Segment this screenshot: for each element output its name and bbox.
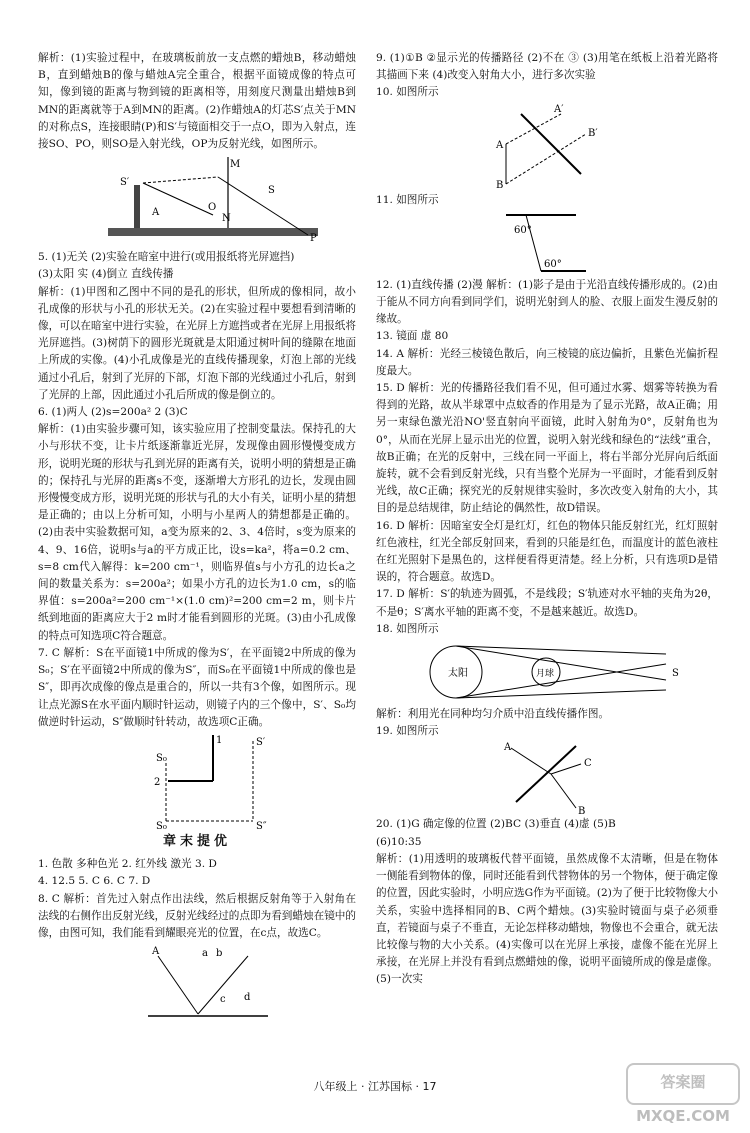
figure-q19	[376, 742, 716, 814]
label-S0: S₀	[156, 752, 167, 764]
answer-block: 10. 如图所示	[376, 86, 439, 99]
figure-mirror-candle	[38, 155, 358, 247]
answer-block: 解析：(1)由实验步骤可知，该实验应用了控制变量法。保持孔的大小与形状不变，让卡片纸逐渐靠近光屏，发现像由圆形慢慢变成方形，说明光斑的形状与孔到光屏的距离有关，说明小明的猜想是正确的；保持孔与光屏的距离s不变，逐渐增大方形孔的边长，发现由圆形慢慢变成方形，说明光斑的形状与孔的大小有关，证明小星的猜想是正确的；由以上分析可知，小明与小星两人的猜想都是正确的。(2)由表中实验数据可知，a变为原来的2、3、4倍时，s变为原来的4、9、16倍，说明s与a的平方成正比，设s=ka²，将a=0.2 cm、s=8 cm代入解得：k=200 cm⁻¹，则临界值s与小方孔的边长a之间的数量关系为：s=200a²；如果小方孔的边长为1.0 cm，s的临界值：s=200a²=200 cm⁻¹×(1.0 cm)²=200 cm=2 m，则卡片纸到地面的距离应大于2 m时才能看到圆形的光斑。(3)由小孔成像的特点可知选项C符合题意。	[38, 423, 356, 642]
answer-block: 18. 如图所示	[376, 622, 439, 635]
answer-block: 19. 如图所示	[376, 725, 439, 738]
angle-label: 60°	[544, 258, 562, 270]
answer-block: 5. (1)无关 (2)实验在暗室中进行(或用报纸将光屏遮挡)	[38, 251, 295, 264]
left-column	[38, 50, 356, 1036]
figure-eclipse	[376, 640, 716, 704]
watermark-logo: 答案圈 MXQE.COM	[626, 1063, 740, 1105]
answer-block: 13. 镜面 虚 80	[376, 330, 449, 343]
angle-label: 60°	[514, 224, 532, 236]
label-c: c	[220, 994, 226, 1006]
label-O: O	[208, 202, 217, 214]
answer-block: 7. C 解析：S在平面镜1中所成的像为S′，在平面镜2中所成的像为S₀；S′在平面镜2中所成的像为S″，而S₀在平面镜1中所成的像也是S″，即再次成像的像点是重合的，所以一共有3个像，如图所示。现让点光源S在水平面内顺时针运动，则镜子内的三个像中，S′、S₀均做逆时针运动，S″做顺时针转动，故选项C正确。	[38, 646, 356, 728]
figure-q10	[376, 104, 716, 190]
answer-block: 9. (1)①B ②显示光的传播路径 (2)不在 ③ (3)用笔在纸板上沿着光路将其描画下来 (4)改变入射角大小，进行多次实验	[376, 52, 718, 82]
label-S00: S₀	[156, 820, 167, 829]
answer-block: 14. A 解析：光经三棱镜色散后，向三棱镜的底边偏折，且紫色光偏折程度最大。	[376, 347, 718, 377]
answer-block: 17. D 解析：S′的轨迹为圆弧，不是线段；S′轨迹对水平轴的夹角为2θ，不是θ；S′离水平轴的距离不变，不是越来越近。故选D。	[376, 588, 718, 618]
answer-block: 20. (1)G 确定像的位置 (2)BC (3)垂直 (4)虚 (5)B	[376, 818, 616, 831]
label-A1: A′	[554, 103, 564, 115]
label-C: C	[584, 758, 592, 770]
label-A: A	[152, 946, 160, 958]
answer-block: 解析：(1)甲图和乙图中不同的是孔的形状，但所成的像相同，故小孔成像的形状与小孔的形状无关。(2)在实验过程中要想看到清晰的像，可以在暗室中进行实验，在光屏上方遮挡或者在光屏上用报纸将光屏遮挡。(3)树荫下的圆形光斑就是太阳通过树叶间的缝隙在地面上所成的实像。(4)小孔成像是光的直线传播现象，灯泡上部的光线通过小孔后，射到了光屏的下部，灯泡下部的光线通过小孔后，射到了光屏的上部，因此通过小孔后所成的像是倒立的。	[38, 285, 356, 401]
label-sun: 太阳	[448, 668, 468, 680]
answer-block: 解析：(1)用透明的玻璃板代替平面镜，虽然成像不太清晰，但是在物体一侧能看到物体的像，同时还能看到代替物体的另一个物体，便于确定像的位置，因此实验时，小明应选G作为平面镜。(2)为了便于比较物像大小关系，实验中选择相同的B、C两个蜡烛。(3)实验时镜面与桌子必须垂直，若镜面与桌子不垂直，无论怎样移动蜡烛，物像也不会重合，就无法比较像与物的大小关系。(4)实像可以在光屏上承接，虚像不能在光屏上承接，在光屏上并没有看到点燃蜡烛的像，说明平面镜所成的像是虚像。(5)一次实	[376, 852, 718, 986]
page-footer: 八年级上 · 江苏国标 · 17	[313, 1080, 437, 1093]
section-heading: 章末提优	[162, 833, 231, 849]
label-S1: S′	[256, 736, 266, 748]
right-column	[376, 50, 718, 989]
label-P: P	[310, 233, 317, 245]
answer-block: 8. C 解析：首先过入射点作出法线，然后根据反射角等于入射角在法线的右侧作出反射光线，反射光线经过的点即为看到蜡烛在镜中的像，由图可知，我们能看到耀眼亮光的位置，在c点，故选C。	[38, 892, 356, 939]
answer-block: 4. 12.5 5. C 6. C 7. D	[38, 875, 151, 888]
figure-reflection-points	[38, 944, 358, 1034]
label-B: B	[578, 806, 586, 815]
answer-block: 16. D 解析：因暗室安全灯是红灯，红色的物体只能反射红光，红灯照射红色液柱，红光全部反射回来，看到的只能是红色，而温度计的蓝色液柱在红光照射下是黑色的，这样便看得更清楚。经上分析，只有选项D是错误的，符合题意。故选D。	[376, 519, 718, 584]
label-B: B	[496, 179, 504, 190]
label-d: d	[244, 992, 251, 1004]
label-moon: 月球	[536, 669, 555, 680]
answer-block: 11. 如图所示	[376, 193, 439, 206]
figure-q11	[376, 211, 716, 275]
label-S: S	[672, 668, 679, 680]
label-mirror-2: 2	[154, 776, 161, 788]
label-mirror-1: 1	[216, 734, 223, 746]
answer-block: (3)太阳 实 (4)倒立 直线传播	[38, 268, 174, 281]
label-b: b	[216, 948, 223, 960]
answer-block: 15. D 解析：光的传播路径我们看不见，但可通过水雾、烟雾等转换为看得到的光路，故从半球罩中点蚊香的作用是为了显示光路，故A正确；用另一束绿色激光沿NO'竖直射向平面镜，此时入射角为0°，反射角也为0°，从而在光屏上显示出光的位置，说明入射光线和绿色的“法线”重合，故B正确；在光的反射中，三线在同一平面上，将右半部分光屏向后纸面旋转，就不会看到反射光线，只有当整个光屏为一平面时，才能看到反射光线，故C正确；探究光的反射规律实验时，多次改变入射角的大小，其目的是总结规律，防止结论的偶然性，故D错误。	[376, 382, 718, 515]
answer-block: (6)10:35	[376, 835, 422, 848]
label-S2: S″	[256, 820, 267, 829]
answer-block: 解析：(1)实验过程中，在玻璃板前放一支点燃的蜡烛B，移动蜡烛B，直到蜡烛B的像与蜡烛A完全重合，根据平面镜成像的特点可知，像到镜的距离与物到镜的距离相等，用刻度尺测量出蜡烛B到MN的距离就等于A到MN的距离。(2)作蜡烛A的灯芯S′点关于MN的对称点S，连接眼睛(P)和S′与镜面相交于一点O，即为入射点，连接SO、PO，则SO是入射光线，OP为反射光线，如图所示。	[38, 52, 356, 151]
answer-block: 解析：利用光在同种均匀介质中沿直线传播作图。	[376, 708, 610, 721]
label-A: A	[152, 207, 160, 219]
label-A: A	[496, 139, 504, 151]
answer-block: 12. (1)直线传播 (2)漫 解析：(1)影子是由于光沿直线传播形成的。(2)由于能从不同方向看到同学们，说明光射到人的脸、衣服上面发生漫反射的缘故。	[376, 278, 718, 326]
answer-block: 6. (1)两人 (2)s=200a² 2 (3)C	[38, 406, 188, 419]
label-A: A	[504, 742, 512, 754]
answer-block: 1. 色散 多种色光 2. 红外线 激光 3. D	[38, 858, 217, 871]
figure-two-mirrors	[38, 733, 358, 829]
label-S1: S′	[120, 177, 130, 189]
label-M: M	[230, 159, 241, 171]
label-a: a	[202, 948, 208, 960]
label-N: N	[222, 213, 231, 225]
label-S: S	[268, 185, 275, 197]
label-B1: B′	[588, 127, 598, 139]
